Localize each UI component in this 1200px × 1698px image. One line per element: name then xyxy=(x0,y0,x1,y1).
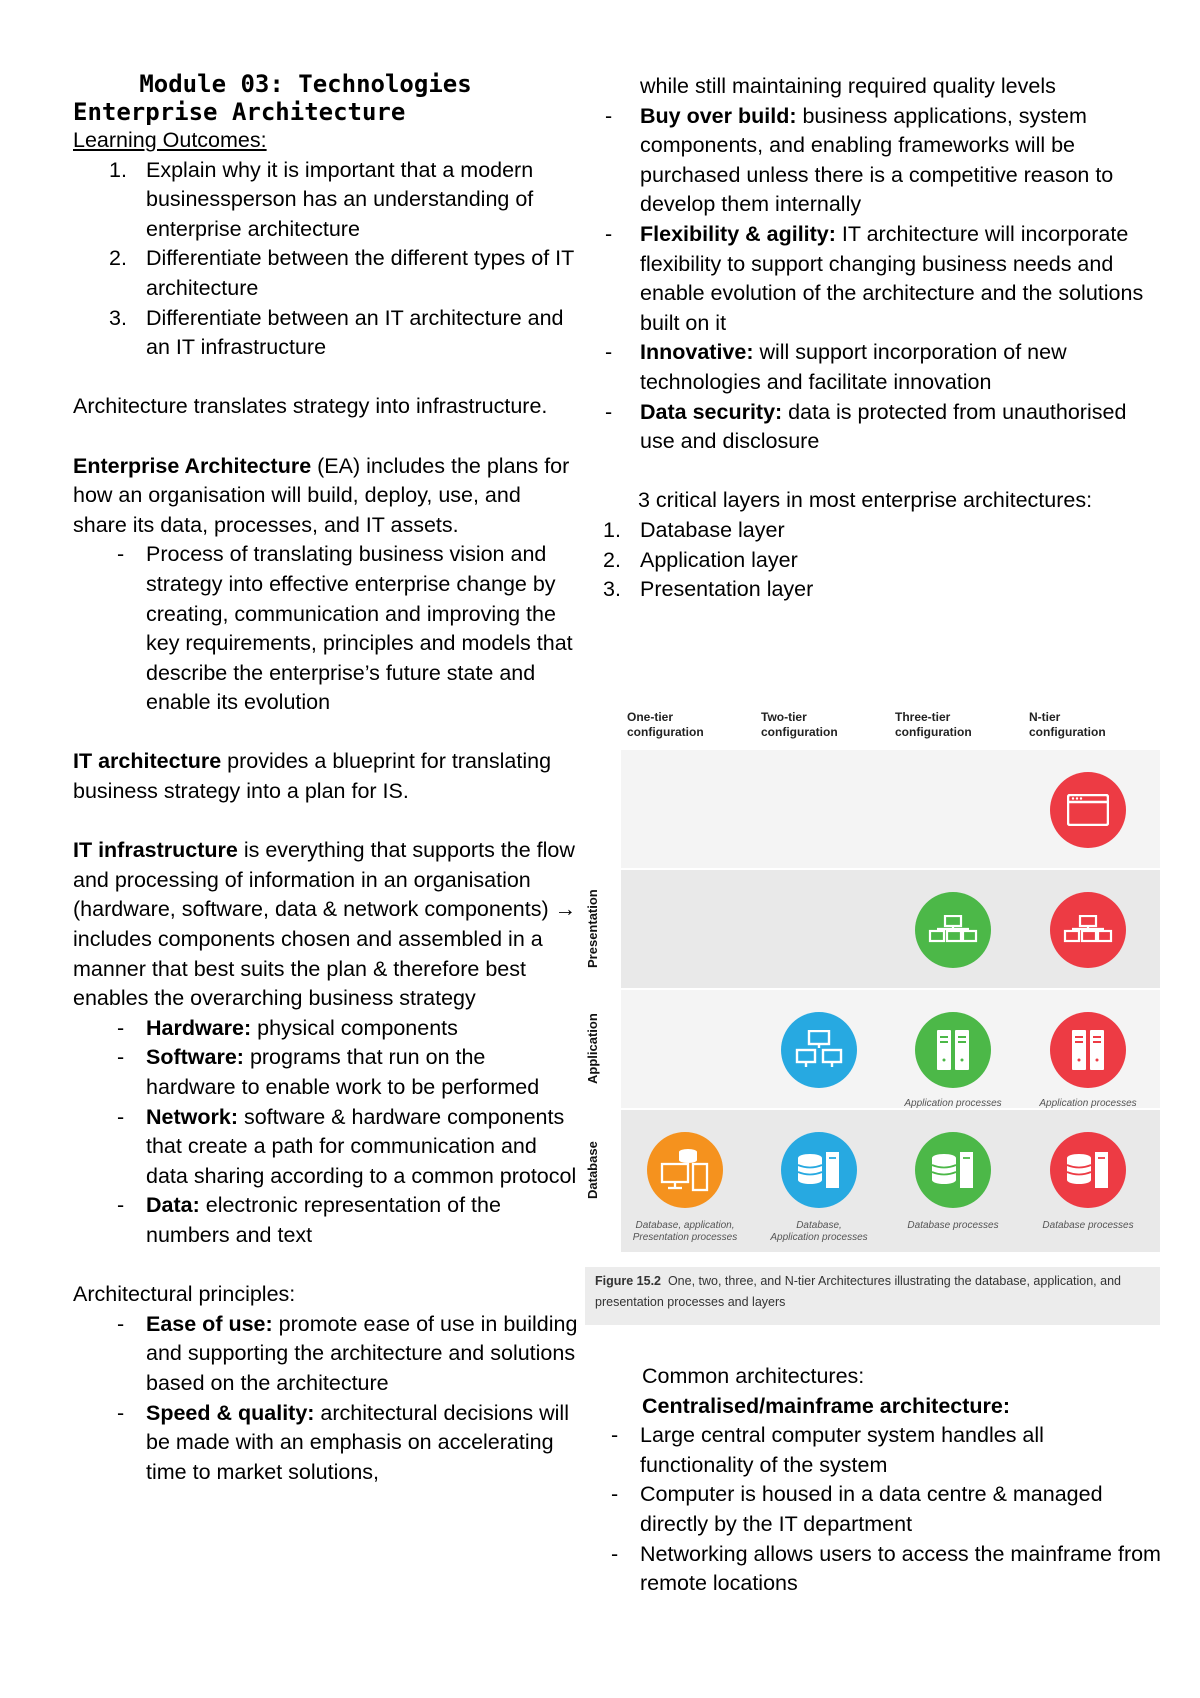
common-list xyxy=(567,1421,1162,1599)
list-item: 3. Presentation layer xyxy=(567,575,1160,605)
principles-list xyxy=(73,1310,578,1488)
common-architectures xyxy=(642,1362,1162,1599)
server-icon xyxy=(915,1012,991,1088)
list-item: - Hardware: physical components xyxy=(73,1014,578,1044)
it-infra-text: is everything that supports the flow and processing of information in an organisation (hardware, software, data & network components) → includes components chosen and assembled in a manner that best suits the plan & therefore best enables the overarching business strategy xyxy=(73,838,577,1011)
database-server-icon xyxy=(781,1132,857,1208)
list-item: - Networking allows users to access the mainframe from remote locations xyxy=(567,1540,1162,1599)
list-item: - Speed & quality: architectural decisions will be made with an emphasis on accelerating time to market solutions, xyxy=(73,1399,578,1488)
principles-list-continued xyxy=(567,102,1160,457)
caption: Database, Application processes xyxy=(770,1220,868,1243)
section-title: Enterprise Architecture xyxy=(73,98,406,126)
learning-outcomes-heading: Learning Outcomes: xyxy=(73,128,267,152)
it-arch-definition xyxy=(73,747,578,806)
column-header: N-tier configuration xyxy=(1029,710,1106,739)
ea-definition xyxy=(73,452,578,541)
presentation-label: Presentation xyxy=(585,889,600,969)
list-item: - Ease of use: promote ease of use in building and supporting the architecture and solutions based on the architecture xyxy=(73,1310,578,1399)
architecture-figure xyxy=(585,710,1160,1335)
ea-term: Enterprise Architecture xyxy=(73,453,312,478)
list-item: 2. Application layer xyxy=(567,546,1160,576)
list-item: - Process of translating business vision and strategy into effective enterprise change by creating, communication and improving the key requirements, principles and models that describe the enterprise’s future state and enable its evolution xyxy=(73,540,578,718)
ea-text: (EA) includes the plans for how an organisation will build, deploy, use, and share its data, processes, and IT assets. xyxy=(73,453,570,537)
list-item: - Innovative: will support incorporation of new technologies and facilitate innovation xyxy=(567,338,1160,397)
list-item: - Flexibility & agility: IT architecture will incorporate flexibility to support changing business needs and enable evolution of the architecture and the solutions built on it xyxy=(567,220,1160,338)
server-icon xyxy=(1050,1012,1126,1088)
browser-window-icon xyxy=(1050,772,1126,848)
it-infra-definition xyxy=(73,836,578,1014)
column-header: Two-tier configuration xyxy=(761,710,838,739)
list-item: 1. Database layer xyxy=(567,516,1160,546)
column-header: One-tier configuration xyxy=(627,710,704,739)
caption: Database, application, Presentation processes xyxy=(632,1220,738,1243)
list-item: 1. Explain why it is important that a modern businessperson has an understanding of enterprise architecture xyxy=(73,156,578,245)
column-header: Three-tier configuration xyxy=(895,710,972,739)
right-column xyxy=(640,72,1160,605)
list-item: - Buy over build: business applications, system components, and enabling frameworks will be purchased unless there is a competitive reason to develop them internally xyxy=(567,102,1160,220)
it-infra-term: IT infrastructure xyxy=(73,838,238,863)
common-subheading: Centralised/mainframe architecture: xyxy=(642,1393,1011,1418)
caption: Database processes xyxy=(907,1220,999,1231)
list-item: - Large central computer system handles all functionality of the system xyxy=(567,1421,1162,1480)
network-computers-icon xyxy=(915,892,991,968)
principles-continuation: while still maintaining required quality levels xyxy=(640,74,1056,98)
module-title: Module 03: Technologies xyxy=(139,70,472,98)
list-item: 3. Differentiate between an IT architecture and an IT infrastructure xyxy=(73,304,578,363)
figure-caption: Figure 15.2 One, two, three, and N-tier Architectures illustrating the database, application, and presentation processes and layers xyxy=(585,1267,1160,1325)
layers-list xyxy=(567,516,1160,605)
layers-heading: 3 critical layers in most enterprise architectures: xyxy=(638,488,1093,513)
intro-text: Architecture translates strategy into infrastructure. xyxy=(73,394,548,419)
database-server-icon xyxy=(915,1132,991,1208)
principles-heading: Architectural principles: xyxy=(73,1282,296,1307)
it-infra-list xyxy=(73,1014,578,1251)
client-computers-icon xyxy=(781,1012,857,1088)
ea-bullets xyxy=(73,540,578,718)
database-computer-icon xyxy=(647,1132,723,1208)
it-arch-term: IT architecture xyxy=(73,749,222,774)
left-column xyxy=(73,70,578,1487)
caption: Database processes xyxy=(1042,1220,1134,1231)
list-item: - Data: electronic representation of the numbers and text xyxy=(73,1191,578,1250)
common-heading: Common architectures: xyxy=(642,1364,865,1388)
list-item: - Software: programs that run on the hardware to enable work to be performed xyxy=(73,1043,578,1102)
learning-outcomes-list xyxy=(73,156,578,363)
list-item: 2. Differentiate between the different types of IT architecture xyxy=(73,244,578,303)
caption: Application processes xyxy=(904,1098,1002,1109)
database-label: Database xyxy=(585,1141,600,1199)
database-server-icon xyxy=(1050,1132,1126,1208)
it-arch-text: provides a blueprint for translating business strategy into a plan for IS. xyxy=(73,749,552,804)
list-item: - Computer is housed in a data centre & managed directly by the IT department xyxy=(567,1480,1162,1539)
list-item: - Network: software & hardware components that create a path for communication and data sharing according to a common protocol xyxy=(73,1103,578,1192)
caption: Application processes xyxy=(1039,1098,1137,1109)
network-computers-icon xyxy=(1050,892,1126,968)
application-label: Application xyxy=(585,1013,600,1085)
list-item: - Data security: data is protected from unauthorised use and disclosure xyxy=(567,398,1160,457)
